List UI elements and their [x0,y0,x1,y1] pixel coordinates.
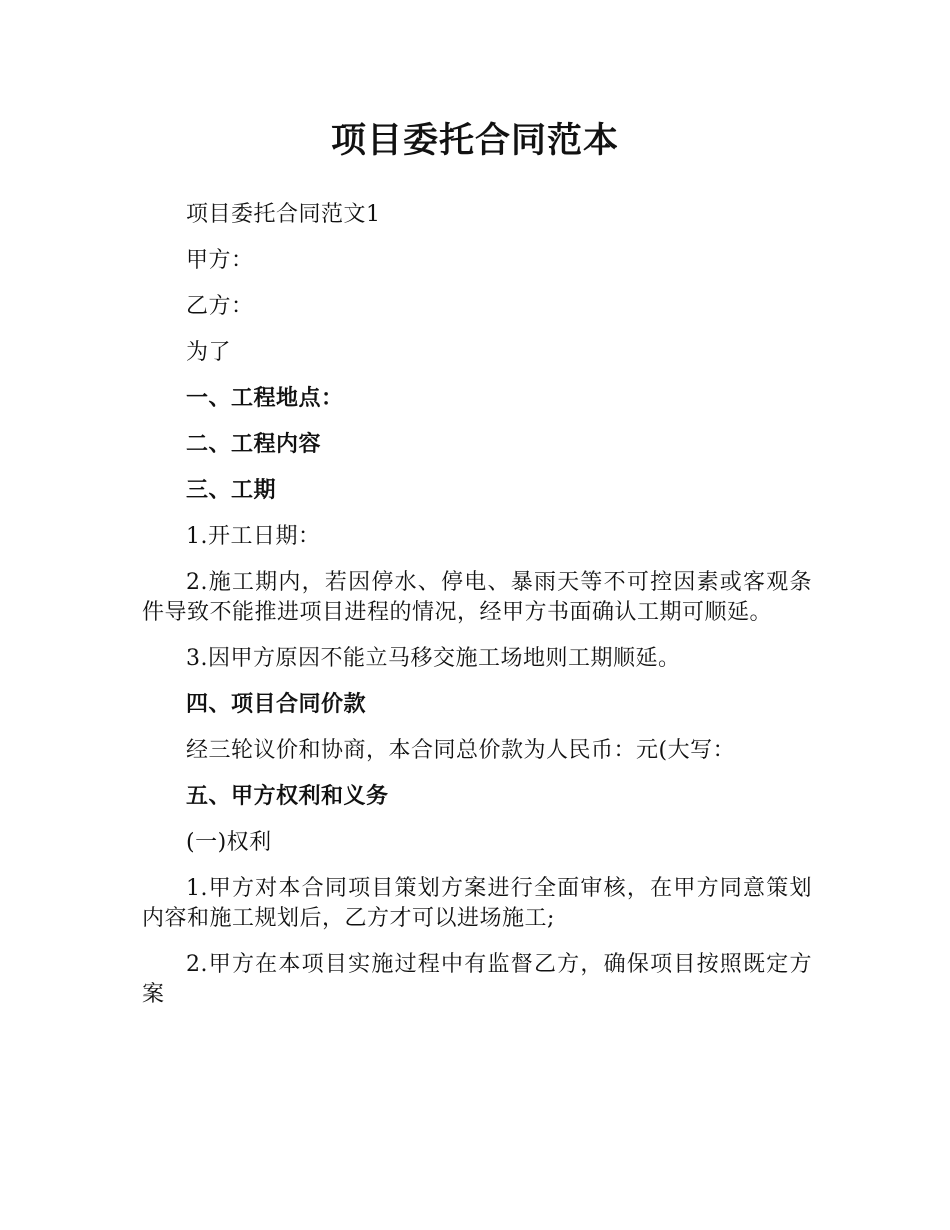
paragraph-rights-label: (一)权利 [186,830,272,855]
paragraph-extension-conditions: 2.施工期内，若因停水、停电、暴雨天等不可控因素或客观条件导致不能推进项目进程的情况，经甲方书面确认工期可顺延。 [142,570,812,625]
paragraph-purpose: 为了 [186,340,232,365]
paragraph-start-date: 1.开工日期： [186,524,321,549]
paragraph-right-review: 1.甲方对本合同项目策划方案进行全面审核，在甲方同意策划内容和施工规划后，乙方才可以进场施工; [142,876,812,931]
section-heading-schedule: 三、工期 [186,478,277,503]
section-heading-party-a-rights: 五、甲方权利和义务 [186,784,389,809]
paragraph-intro: 项目委托合同范文1 [186,202,381,227]
section-heading-content: 二、工程内容 [186,432,322,457]
paragraph-party-b: 乙方： [186,294,254,319]
paragraph-right-supervise: 2.甲方在本项目实施过程中有监督乙方，确保项目按照既定方案 [142,952,812,1007]
document-body [142,200,812,1026]
paragraph-party-a: 甲方： [186,248,254,273]
section-heading-price: 四、项目合同价款 [186,692,367,717]
paragraph-total-price: 经三轮议价和协商，本合同总价款为人民币：元(大写： [186,738,736,763]
section-heading-location: 一、工程地点： [186,386,344,411]
document-title: 项目委托合同范本 [330,121,619,161]
paragraph-extension-party-a: 3.因甲方原因不能立马移交施工场地则工期顺延。 [186,646,681,671]
